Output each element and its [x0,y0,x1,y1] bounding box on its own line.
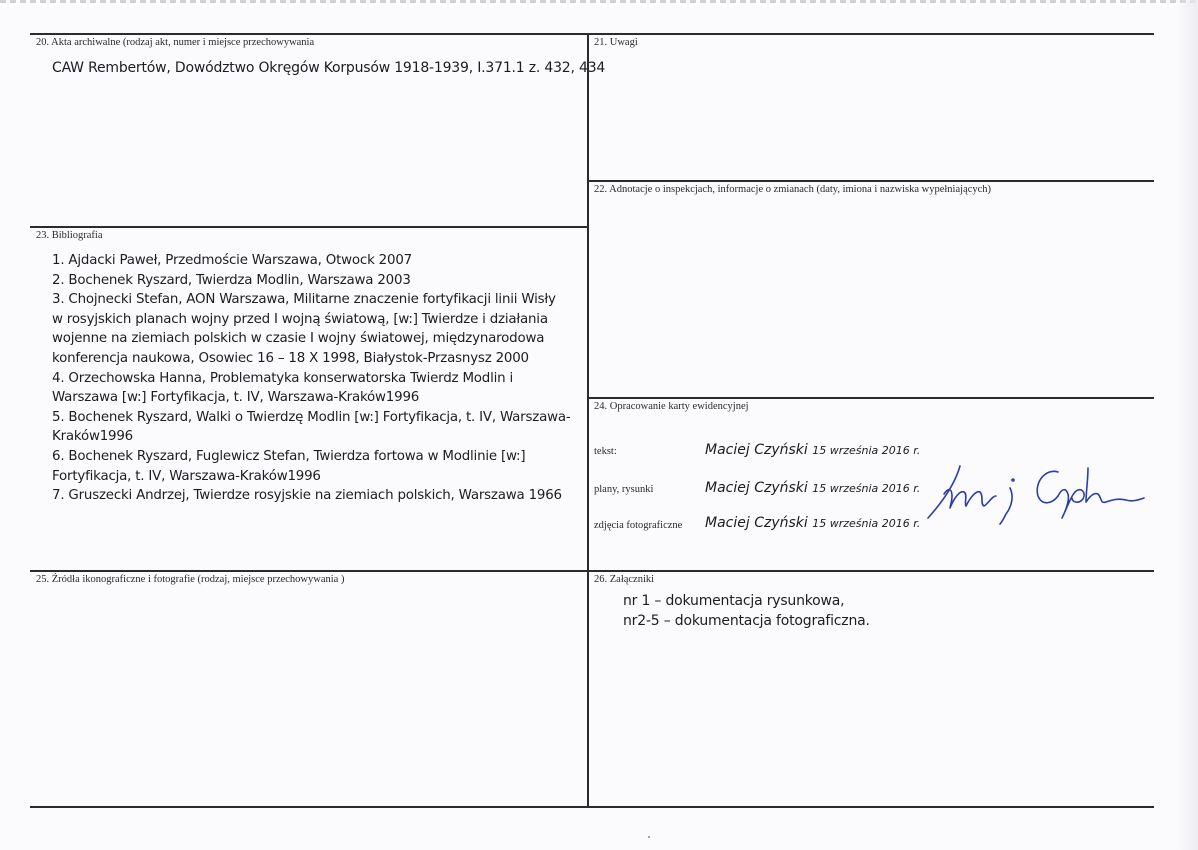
bibliography-line: konferencja naukowa, Osowiec 16 – 18 X 1998, Białystok-Przasnysz 2000 [52,350,529,366]
prepared-drawings-label: plany, rysunki [594,484,654,495]
field-26-label: 26. Załączniki [594,574,655,585]
prepared-drawings-name [705,480,920,496]
bibliography-line: 3. Chojnecki Stefan, AON Warszawa, Militarne znaczenie fortyfikacji linii Wisły [52,292,556,308]
field-22-label: 22. Adnotacje o inspekcjach, informacje o zmianach (daty, imiona i nazwiska wypełniających) [594,184,992,195]
prepared-photos-name [705,515,920,531]
field-20-label: 20. Akta archiwalne (rodzaj akt, numer i miejsce przechowywania [36,37,315,48]
bibliography-line: 2. Bochenek Ryszard, Twierdza Modlin, Warszawa 2003 [52,272,411,288]
attachment-line: nr 1 – dokumentacja rysunkowa, [623,593,845,609]
prepared-date: 15 września 2016 r. [812,444,921,457]
prepared-date: 15 września 2016 r. [812,482,921,495]
prepared-text-label: tekst: [594,446,617,457]
rule-top [30,33,1154,35]
scan-edge-right [1176,0,1198,850]
field-25-label: 25. Źródła ikonograficzne i fotografie (rodzaj, miejsce przechowywania ) [36,574,345,585]
rule-left-mid [30,226,588,228]
bibliography-line: wojenne na ziemiach polskich w czasie I wojny światowej, międzynarodowa [52,331,545,347]
bibliography-line: Warszawa [w:] Fortyfikacja, t. IV, Warszawa-Kraków1996 [52,390,420,406]
scan-speck [648,836,650,838]
author-name: Maciej Czyński [705,480,808,496]
rule-row-25-26 [30,570,1154,572]
bibliography-line: w rosyjskich planach wojny przed I wojną światową, [w:] Twierdze i działania [52,311,548,327]
bibliography-line: 1. Ajdacki Paweł, Przedmoście Warszawa, Otwock 2007 [52,253,412,268]
author-name: Maciej Czyński [705,515,808,531]
prepared-date: 15 września 2016 r. [812,517,921,530]
bibliography-line: Kraków1996 [52,429,133,445]
field-24-label: 24. Opracowanie karty ewidencyjnej [594,401,749,412]
field-23-label: 23. Bibliografia [36,230,103,241]
handwritten-signature [922,458,1152,528]
bibliography-line: 6. Bochenek Ryszard, Fuglewicz Stefan, Twierdza fortowa w Modlinie [w:] [52,448,526,464]
field-20-value: CAW Rembertów, Dowództwo Okręgów Korpusów 1918-1939, I.371.1 z. 432, 434 [52,60,606,76]
author-name: Maciej Czyński [705,442,808,458]
field-21-label: 21. Uwagi [594,37,638,48]
rule-center [587,33,589,808]
prepared-photos-label: zdjęcia fotograficzne [594,520,683,531]
bibliography-list [52,251,582,506]
prepared-text-name [705,442,920,458]
bibliography-line: 7. Gruszecki Andrzej, Twierdze rosyjskie na ziemiach polskich, Warszawa 1966 [52,488,562,504]
attachment-line: nr2-5 – dokumentacja fotograficzna. [623,612,870,629]
rule-right-22 [588,180,1154,182]
rule-right-24 [588,397,1154,399]
bibliography-line: 5. Bochenek Ryszard, Walki o Twierdzę Modlin [w:] Fortyfikacja, t. IV, Warszawa- [52,409,571,425]
scan-edge-top [0,0,1198,3]
attachments-list [623,592,870,631]
bibliography-line: 4. Orzechowska Hanna, Problematyka konserwatorska Twierdz Modlin i [52,370,513,386]
rule-bottom [30,806,1154,808]
bibliography-line: Fortyfikacja, t. IV, Warszawa-Kraków1996 [52,468,321,484]
